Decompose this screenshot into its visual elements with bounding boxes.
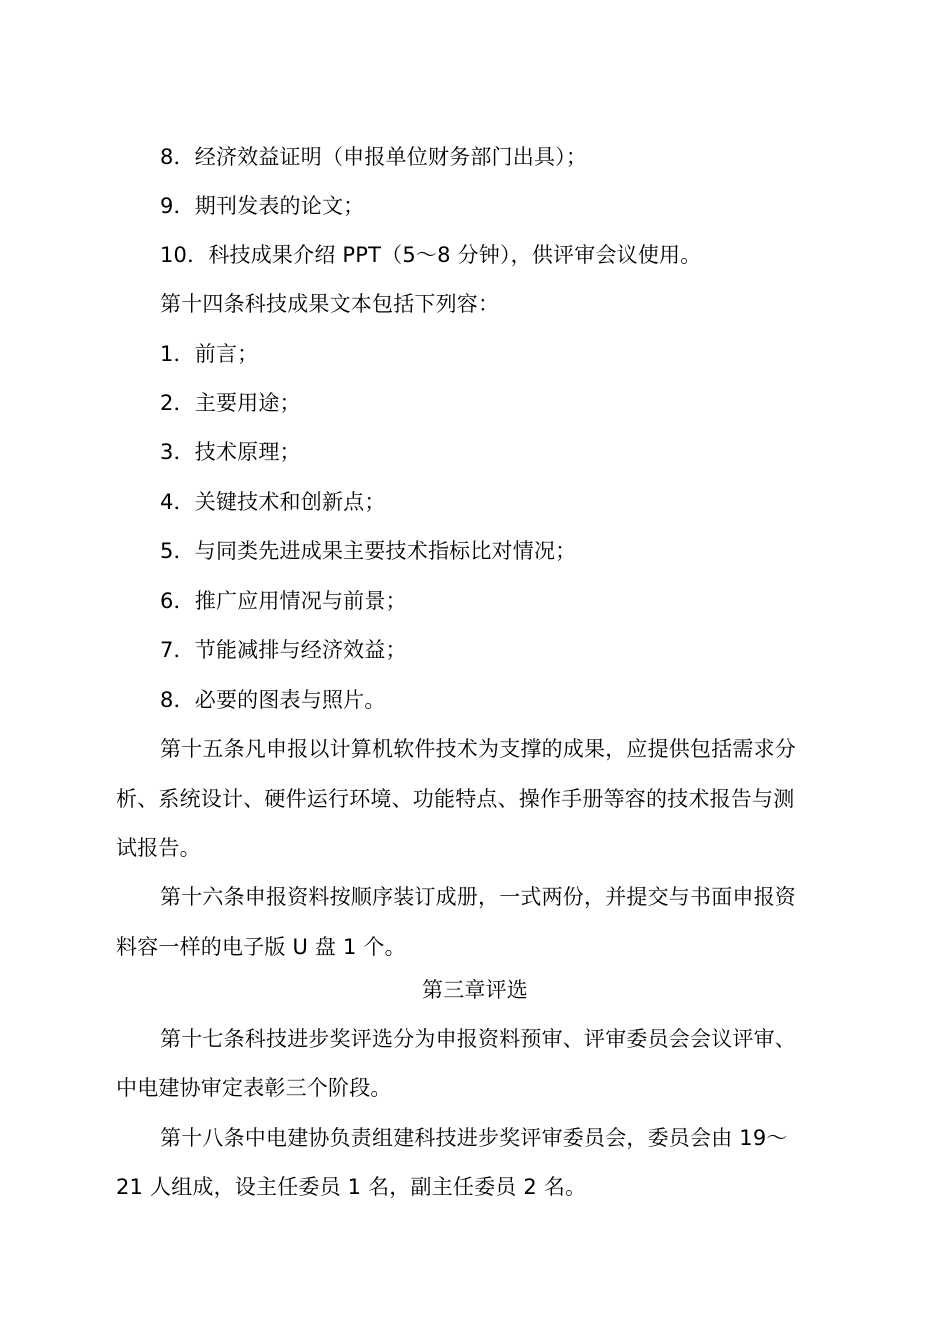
- list-item-application: 6．推广应用情况与前景；: [160, 589, 407, 613]
- list-item-charts-photos: 8．必要的图表与照片。: [160, 688, 386, 712]
- article-15-line-1: 第十五条凡申报以计算机软件技术为支撑的成果，应提供包括需求分: [160, 737, 796, 761]
- article-18-line-1: 第十八条中电建协负责组建科技进步奖评审委员会，委员会由 19～: [160, 1126, 788, 1150]
- article-16-line-1: 第十六条申报资料按顺序装订成册，一式两份，并提交与书面申报资: [160, 885, 796, 909]
- article-18-line-2: 21 人组成，设主任委员 1 名，副主任委员 2 名。: [116, 1175, 587, 1199]
- list-item-principle: 3．技术原理；: [160, 440, 301, 464]
- article-17-line-2: 中电建协审定表彰三个阶段。: [116, 1076, 392, 1100]
- list-item-key-tech: 4．关键技术和创新点；: [160, 490, 386, 514]
- article-15-line-3: 试报告。: [116, 836, 201, 860]
- article-15-line-2: 析、系统设计、硬件运行环境、功能特点、操作手册等容的技术报告与测: [116, 787, 795, 811]
- list-item-energy-saving: 7．节能减排与经济效益；: [160, 638, 407, 662]
- list-item-preface: 1．前言；: [160, 342, 259, 366]
- list-item-economic-proof: 8．经济效益证明（申报单位财务部门出具）；: [160, 145, 588, 169]
- article-17-line-1: 第十七条科技进步奖评选分为申报资料预审、评审委员会会议评审、: [160, 1027, 796, 1051]
- article-14-heading: 第十四条科技成果文本包括下列容：: [160, 292, 500, 316]
- list-item-comparison: 5．与同类先进成果主要技术指标比对情况；: [160, 539, 577, 563]
- list-item-ppt-intro: 10．科技成果介绍 PPT（5～8 分钟），供评审会议使用。: [160, 243, 702, 267]
- list-item-main-use: 2．主要用途；: [160, 391, 301, 415]
- article-16-line-2: 料容一样的电子版 U 盘 1 个。: [116, 935, 406, 959]
- chapter-3-title: 第三章评选: [422, 978, 528, 1002]
- list-item-journal-papers: 9．期刊发表的论文；: [160, 194, 365, 218]
